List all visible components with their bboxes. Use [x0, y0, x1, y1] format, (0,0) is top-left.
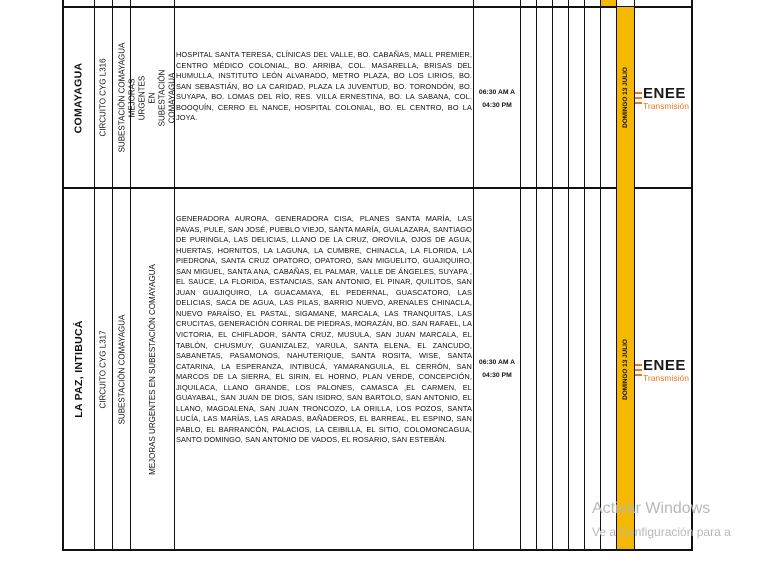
col-divider: [536, 0, 537, 551]
date-label: DOMINGO 13 JULIO: [622, 67, 630, 128]
logo-subtitle: Transmisión: [643, 101, 689, 111]
date-label: DOMINGO 13 JULIO: [622, 338, 630, 400]
substation-cell: [113, 189, 130, 549]
date-cell: [617, 8, 634, 187]
substation-label: SUBESTACIÓN COMAYAGUA: [117, 42, 127, 153]
department-cell: [63, 189, 94, 549]
windows-activation-title: Activar Windows: [592, 500, 711, 517]
department-label: LA PAZ, INTIBUCÁ: [72, 320, 85, 418]
col-divider: [634, 0, 635, 551]
windows-activation-subtitle: Ve a Configuración para a: [592, 525, 731, 539]
affected-places: HOSPITAL SANTA TERESA, CLÍNICAS DEL VALLE, BO. CABAÑAS, MALL PREMIER, CENTRO MÉDICO COLONIAL, BO. ARRIBA, COL. MASARELLA, BRISAS DEL HUMULLA, INSTITUTO LEÓN ALVARADO, METRO PLAZA, BO LOS LIRIOS, BO. SAN SEBASTIÁN, BO LA CARIDAD, PLAZA LA JUVENTUD, BO. TORONDÓN, BO. SUYAPA, BO. LOMAS DEL RÍO, RES. VILLA ERNESTINA, BO. LA SABANA, COL. BOOQUÍN, CERRO EL NANCE, HOSPITAL COLONIAL, BO. EL CENTRO, BO LA JOYA.: [176, 50, 472, 123]
col-divider: [473, 0, 474, 551]
end-time: 04:30 PM: [482, 372, 512, 379]
affected-places: GENERADORA AURORA, GENERADORA CISA, PLANES SANTA MARÍA, LAS PAVAS, PULE, SAN JOSÉ, PUEBLO VIEJO, SANTA MARÍA, GUALAZARA, SANTIAGO DE PURINGLA, LAS DELICIAS, LLANO DE LA CRUZ, OROVILA, OJOS DE AGUA, HUERTAS, HORNITOS, LA LAGUNA, LA CUMBRE, CHINACLA, LA FLORIDA, LA PIEDRONA, SANTA CRUZ OPATORO, OPATORO, SAN MIGUELITO, GUAJIQUIRO, SAN MIGUEL, SANTA ANA, CABAÑAS, EL PALMAR, VALLE DE ÁNGELES, SUYAPA , EL SAUCE, LA FLORIDA, ESTANCIAS, SAN ANTONIO, EL PINAR, QUILITOS, SAN JUAN GUAJIQUIRO, LA GUACAMAYA, EL PEDERNAL, GUASCATORO, LAS DELICIAS, SACA DE AGUA, LAS PILAS, BARRIO NUEVO, ARENALES CHINACLA, NUEVO PARAÍSO, EL PASTAL, SIGAMANE, MARCALA, LAS TRANQUITAS, LAS CRUCITAS, GENERACIÓN CORRAL DE PIEDRAS, MORAZÁN, BO. SAN RAFAEL, LA VICTORIA, EL CHIFLADOR, SANTA CRUZ, MUSULA, SAN JUAN MARCALA, EL TABLÓN, CHUSMUY, GUANIZALEZ, YARULA, SANTA ELENA, EL ZANCUDO, SABANETAS, PASAMONOS, NAHUTERIQUE, SANTA ROSITA, WISE, SANTA CATARINA, LA ESPERANZA, INTIBUCÁ, YAMARANGUILA, EL CERRÓN, SAN MARCOS DE LA SIERRA, EL SIRIN, EL HORNO, PLAN VERDE, CONCEPCIÓN, JIQUILACA, LLANO GRANDE, LOS PALONES, CAMASCA ,EL CARMEN, EL GUAYABAL, SAN JUAN DE DIOS, SAN ISIDRO, SAN BARTOLO, SAN ANTONIO, EL LLANO, MAGDALENA, SAN JUAN TRONCOZO, LA ORILLA, LOS POZOS, SANTA LUCÍA, LAS MARÍAS, LAS ARADAS, BAÑADEROS, EL BARREAL, EL ESPINO, SAN PABLO, EL BARRANCÓN, PALACIOS, LA CEIBILLA, EL SITIO, COLOMONCAGUA, SANTO DOMINGO, SAN ANTONIO DE VADOS, EL ROSARIO, SAN ESTEBÁN.: [176, 214, 472, 445]
col-divider: [520, 0, 521, 551]
circuit-label: CIRCUITO CYG L316: [99, 58, 109, 137]
start-time: 06:30 AM A: [478, 89, 516, 96]
table-right-border: [691, 0, 693, 551]
enee-logo: [635, 86, 689, 111]
enee-logo-icon: [635, 363, 642, 377]
enee-logo-icon: [635, 91, 642, 105]
schedule-cell: [474, 356, 520, 382]
department-cell: [63, 8, 94, 187]
start-time: 06:30 AM A: [478, 359, 516, 366]
logo-subtitle: Transmisión: [643, 373, 689, 383]
circuit-label: CIRCUITO CYG L317: [99, 329, 109, 409]
col-divider: [552, 0, 553, 551]
prev-row-highlight: [601, 0, 616, 6]
work-label: MEJORAS URGENTES EN SUBESTACIÓN COMAYAGUA: [127, 69, 177, 126]
date-cell: [617, 189, 634, 549]
circuit-cell: [95, 189, 112, 549]
end-time: 04:30 PM: [482, 102, 512, 109]
enee-logo: [635, 358, 689, 383]
work-label: MEJORAS URGENTES EN SUBESTACIÓN COMAYAGUA: [148, 263, 158, 475]
table-bottom-border: [62, 549, 692, 551]
logo-brand: ENEE: [643, 357, 686, 374]
logo-brand: ENEE: [643, 85, 686, 102]
work-cell: [131, 189, 174, 549]
substation-label: SUBESTACIÓN COMAYAGUA: [117, 314, 127, 424]
col-divider: [584, 0, 585, 551]
col-divider: [600, 0, 601, 551]
schedule-cell: [474, 86, 520, 112]
work-cell: [127, 8, 177, 187]
circuit-cell: [95, 8, 112, 187]
col-divider: [568, 0, 569, 551]
department-label: COMAYAGUA: [72, 62, 85, 133]
